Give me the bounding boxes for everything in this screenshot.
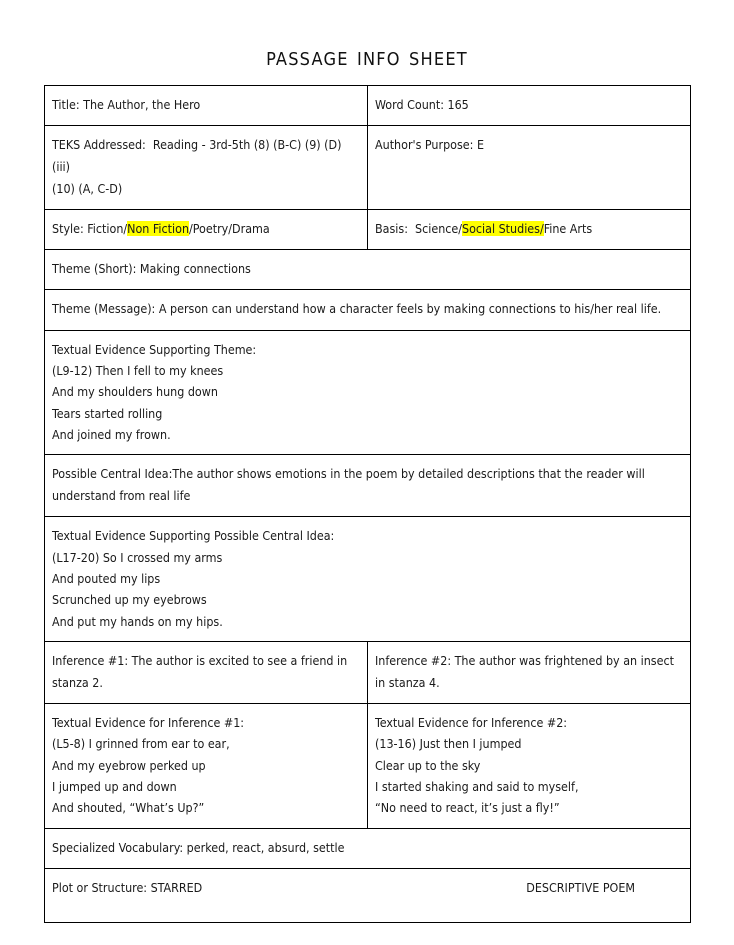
cell-style [45, 210, 368, 250]
plot-row-spacer [52, 899, 683, 913]
evidence-inference-2-line-1: (13-16) Just then I jumped [375, 736, 522, 752]
evidence-inference-1-line-4: And shouted, “What’s Up?” [52, 800, 205, 816]
cell-evidence-central-idea [45, 517, 691, 642]
table-row-central-idea [45, 455, 691, 517]
cell-inference-1 [45, 641, 368, 703]
evidence-inference-1-heading: Textual Evidence for Inference #1: [52, 715, 245, 731]
basis-prefix: Basis: Science/ [375, 221, 463, 237]
plot-structure-inner [52, 877, 683, 899]
theme-message-value: Theme (Message): A person can understand how a character feels by making connections to his/her real life. [52, 301, 662, 317]
plot-structure-value: Plot or Structure: STARRED [52, 879, 203, 895]
evidence-theme-line-4: And joined my frown. [52, 426, 171, 442]
central-idea-value: Possible Central Idea:The author shows emotions in the poem by detailed descriptions that the reader will understand from real life [52, 466, 649, 504]
page-title: passage info sheet [266, 42, 468, 71]
table-row-teks [45, 126, 691, 210]
evidence-inference-2-heading: Textual Evidence for Inference #2: [375, 715, 568, 731]
style-highlight: Non Fiction [127, 221, 190, 237]
table-row-evidence-inferences [45, 704, 691, 829]
style-prefix: Style: Fiction/ [52, 221, 128, 237]
basis-line [375, 218, 683, 240]
evidence-inference-1-line-1: (L5-8) I grinned from ear to ear, [52, 736, 230, 752]
evidence-inference-1-line-3: I jumped up and down [52, 779, 177, 795]
style-suffix: /Poetry/Drama [189, 221, 270, 237]
cell-inference-2 [368, 641, 691, 703]
table-row-style-basis [45, 210, 691, 250]
passage-info-table [44, 85, 691, 923]
table-row-plot-structure [45, 868, 691, 922]
inference-1-value: Inference #1: The author is excited to see a friend in stanza 2. [52, 652, 351, 691]
table-row-theme-message [45, 290, 691, 330]
evidence-inference-2-line-4: “No need to react, it’s just a fly!” [375, 800, 560, 816]
table-row-specialized-vocabulary [45, 828, 691, 868]
cell-word-count [368, 86, 691, 126]
cell-evidence-inference-1 [45, 704, 368, 829]
cell-central-idea [45, 455, 691, 517]
evidence-theme-line-1: (L9-12) Then I fell to my knees [52, 362, 224, 378]
table-row-inferences [45, 641, 691, 703]
evidence-central-idea-line-1: (L17-20) So I crossed my arms [52, 549, 223, 565]
inference-2-value: Inference #2: The author was frightened by an insect in stanza 4. [375, 652, 678, 691]
cell-authors-purpose [368, 126, 691, 210]
authors-purpose-value: Author's Purpose: E [375, 137, 484, 153]
cell-theme-message [45, 290, 691, 330]
cell-theme-short [45, 250, 691, 290]
cell-title [45, 86, 368, 126]
table-row-theme-short [45, 250, 691, 290]
evidence-inference-2-line-2: Clear up to the sky [375, 757, 481, 773]
evidence-theme-line-2: And my shoulders hung down [52, 384, 218, 400]
table-row-evidence-central-idea [45, 517, 691, 642]
table-row-title [45, 86, 691, 126]
cell-plot-structure [45, 868, 691, 922]
genre-value: DESCRIPTIVE POEM [526, 879, 635, 895]
evidence-central-idea-line-2: And pouted my lips [52, 571, 161, 586]
title-value: Title: The Author, the Hero [52, 97, 201, 112]
evidence-inference-2-line-3: I started shaking and said to myself, [375, 779, 579, 795]
evidence-theme-line-3: Tears started rolling [52, 405, 163, 421]
basis-highlight: Social Studies/ [462, 221, 544, 237]
cell-evidence-inference-2 [368, 704, 691, 829]
evidence-inference-1-line-2: And my eyebrow perked up [52, 757, 206, 773]
evidence-central-idea-heading: Textual Evidence Supporting Possible Central Idea: [52, 528, 335, 544]
cell-specialized-vocabulary [45, 828, 691, 868]
cell-evidence-theme [45, 330, 691, 455]
basis-suffix: Fine Arts [543, 221, 593, 237]
table-row-evidence-theme [45, 330, 691, 455]
teks-line-2: (10) (A, C-D) [52, 181, 123, 197]
cell-teks [45, 126, 368, 210]
evidence-central-idea-line-3: Scrunched up my eyebrows [52, 592, 207, 608]
cell-basis [368, 210, 691, 250]
evidence-theme-heading: Textual Evidence Supporting Theme: [52, 341, 257, 357]
word-count-value: Word Count: 165 [375, 97, 469, 112]
specialized-vocabulary-value: Specialized Vocabulary: perked, react, absurd, settle [52, 839, 345, 855]
evidence-central-idea-line-4: And put my hands on my hips. [52, 613, 223, 629]
style-line [52, 218, 360, 240]
theme-short-value: Theme (Short): Making connections [52, 261, 251, 277]
teks-line-1: TEKS Addressed: Reading - 3rd-5th (8) (B-C) (9) (D) (iii) [52, 137, 346, 175]
